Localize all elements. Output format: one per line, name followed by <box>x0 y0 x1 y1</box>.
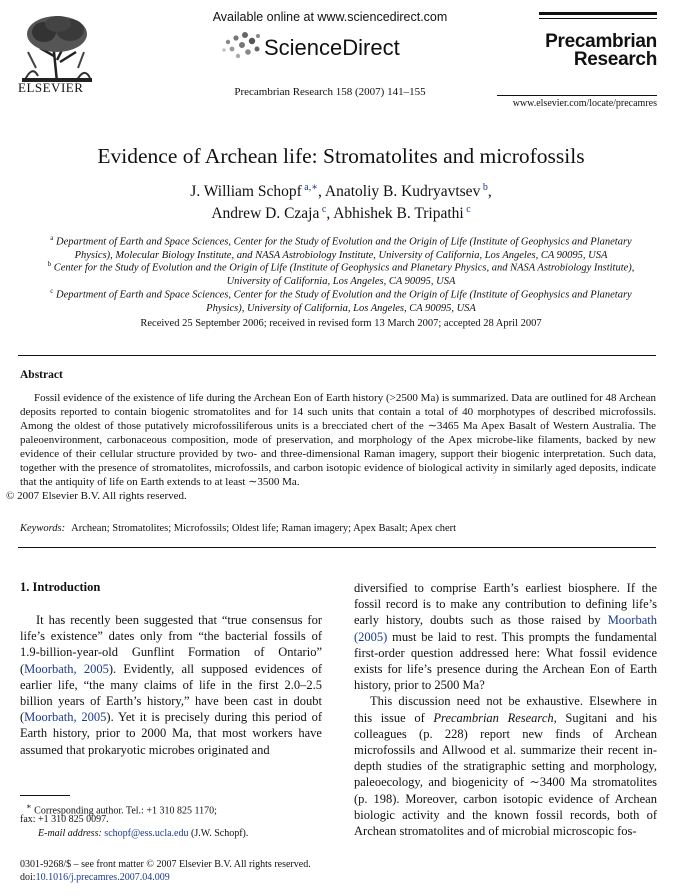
journal-title-line1: Precambrian <box>545 31 657 52</box>
journal-name-italic: Precambrian Research <box>433 710 554 725</box>
journal-masthead-rule <box>539 12 657 15</box>
author-name: Andrew D. Czaja <box>211 205 320 223</box>
elsevier-tree-logo-icon <box>18 12 96 84</box>
author-separator: , <box>326 205 334 223</box>
abstract-heading: Abstract <box>20 369 63 381</box>
received-dates: Received 25 September 2006; received in revised form 13 March 2007; accepted 28 April 2007 <box>140 318 542 329</box>
article-title: Evidence of Archean life: Stromatolites and microfossils <box>97 144 585 168</box>
journal-reference: Precambrian Research 158 (2007) 141–155 <box>234 86 426 98</box>
author-name: J. William Schopf <box>190 183 302 201</box>
email-label: E-mail address: <box>38 828 102 839</box>
intro-paragraph <box>354 580 657 693</box>
doi-line <box>20 871 170 884</box>
doi-label: doi: <box>20 872 36 883</box>
affiliation-b <box>30 258 652 288</box>
author-affiliation-mark[interactable]: c <box>319 204 327 215</box>
body-text: This discussion need not be exhaustive. Elsewhere in this issue of <box>354 694 657 725</box>
footnote-mark: ∗ <box>26 802 32 811</box>
abstract-bottom-rule <box>18 547 656 548</box>
author-separator: , <box>318 183 325 201</box>
body-text: It has recently been suggested that “true consensus for life’s existence” dates only from “the bacterial fossils of 1.9-billion-year-old Gunflint Formation of Ontario” ( <box>20 613 322 676</box>
section-heading-introduction: 1. Introduction <box>20 580 101 594</box>
author-affiliation-mark[interactable]: b <box>480 182 488 193</box>
author-separator: , <box>487 183 492 201</box>
author-affiliation-mark[interactable]: a,∗ <box>301 182 318 193</box>
intro-paragraph <box>354 693 657 839</box>
footnote-corresponding-text: Corresponding author. Tel.: +1 310 825 1170; <box>34 805 217 817</box>
front-matter-line: 0301-9268/$ – see front matter © 2007 Elsevier B.V. All rights reserved. <box>20 859 311 870</box>
body-text: must be laid to rest. This prompts the fundamental first-order question addressed here: What fossil evidence exists for life’s presence during the Archean Eon of Earth history, prior to 2500 Ma? <box>354 629 657 693</box>
author-affiliation-mark[interactable]: c <box>463 204 471 215</box>
body-text: , Sugitani and his colleagues (p. 228) report new finds of Archean microfossils and Allwood et al. summarize their recent in-depth studies of the stratigraphic setting and morphology, paleoecology, and biogenicity of ∼3400 Ma stromatolites (p. 198). Moreover, carbon isotopic evidence of Archean biologic activity and the known fossil records, both of Archean stromatolites and of microbial microscopic fos- <box>354 710 657 839</box>
keywords-text: Archean; Stromatolites; Microfossils; Oldest life; Raman imagery; Apex Basalt; Apex chert <box>71 523 457 534</box>
affiliation-text: Center for the Study of Evolution and the Origin of Life (Institute of Geophysics and Planetary Physics, and NASA Astrobiology Institute), University of California, Los Angeles, CA 90095, USA <box>53 262 635 287</box>
affiliation-text: Department of Earth and Space Sciences, Center for the Study of Evolution and the Origin of Life (Institute of Geophysics and Planetary Physics), University of California, Los Angeles, CA 90095, USA <box>56 289 632 314</box>
body-text: ). Evidently, all supposed evidences of earlier life, “the many claims of life in the first 2.0–2.5 billion years of Earth’s history,” have been cast in doubt ( <box>20 661 322 725</box>
journal-title <box>539 33 657 69</box>
author-name: Anatoliy B. Kudryavtsev <box>324 183 481 201</box>
body-text: diversified to comprise Earth’s earliest biosphere. If the fossil record is to make any contribution to defining life’s early history, doubts such as those raised by <box>354 581 657 628</box>
sciencedirect-wordmark: ScienceDirect <box>264 35 400 60</box>
journal-title-line2: Research <box>573 49 657 70</box>
intro-left-column <box>20 612 322 758</box>
footnote-email <box>38 827 248 840</box>
footnote-fax: fax: +1 310 825 0097. <box>20 814 109 825</box>
affiliation-mark: c <box>50 287 54 295</box>
affiliation-c <box>30 285 652 315</box>
publisher-name: ELSEVIER <box>18 80 84 95</box>
authors-line-1 <box>0 182 682 201</box>
abstract-text: Fossil evidence of the existence of life during the Archean Eon of Earth history (>2500 Ma) is summarized. Data are outlined for 48 Archean deposits reported to contain biogenic stromatolites and for 14 such units that contain a total of 40 morphotypes of described microfossils. Among the oldest of those putatively microfossiliferous units is a brecciated chert of the ∼3465 Ma Apex Basalt of Western Australia. The paleoenvironment, carbonaceous composition, mode of preservation, and morphology of the Apex microbe-like filaments, backed by new evidence of their cellular structure provided by two- and three-dimensional Raman imagery, support their biogenic interpretation. Such data, together with the presence of stromatolites, microfossils, and carbon isotopic evidence of biological activity in similarly aged deposits, indicate that the antiquity of life on Earth extends to at least ∼3500 Ma. <box>20 392 656 488</box>
citation-link[interactable]: Moorbath (2005) <box>354 613 657 644</box>
citation-link[interactable]: Moorbath, 2005 <box>24 661 109 676</box>
authors-line-2 <box>0 204 682 223</box>
keywords <box>20 523 656 534</box>
journal-url[interactable]: www.elsevier.com/locate/precamres <box>512 98 657 109</box>
available-online-text: Available online at www.sciencedirect.com <box>212 10 448 24</box>
intro-right-column <box>354 580 657 839</box>
citation-link[interactable]: Moorbath, 2005 <box>24 710 107 725</box>
abstract-body <box>6 391 656 503</box>
keywords-label: Keywords: <box>20 523 66 534</box>
footnote-rule <box>20 795 70 796</box>
affiliation-mark: a <box>50 234 54 242</box>
doi-link[interactable]: 10.1016/j.precamres.2007.04.009 <box>35 872 170 883</box>
journal-url-rule <box>497 95 657 96</box>
author-name: Abhishek B. Tripathi <box>333 205 464 223</box>
email-link[interactable]: schopf@ess.ucla.edu <box>104 828 189 839</box>
abstract-top-rule <box>18 355 656 356</box>
affiliation-text: Department of Earth and Space Sciences, Center for the Study of Evolution and the Origin of Life (Institute of Geophysics and Planetary Physics), Molecular Biology Institute, and NASA Astrobiology Institute, University of California, Los Angeles, CA 90095, USA <box>56 236 632 261</box>
email-suffix: (J.W. Schopf). <box>188 828 249 839</box>
journal-masthead-rule-thin <box>539 18 657 19</box>
affiliation-mark: b <box>47 260 52 268</box>
abstract-copyright: © 2007 Elsevier B.V. All rights reserved. <box>6 490 187 502</box>
body-text: ). Yet it is precisely during this period of Earth history, prior to 2000 Ma, that most workers have assumed that prokaryotic microbes originated and <box>20 710 322 757</box>
